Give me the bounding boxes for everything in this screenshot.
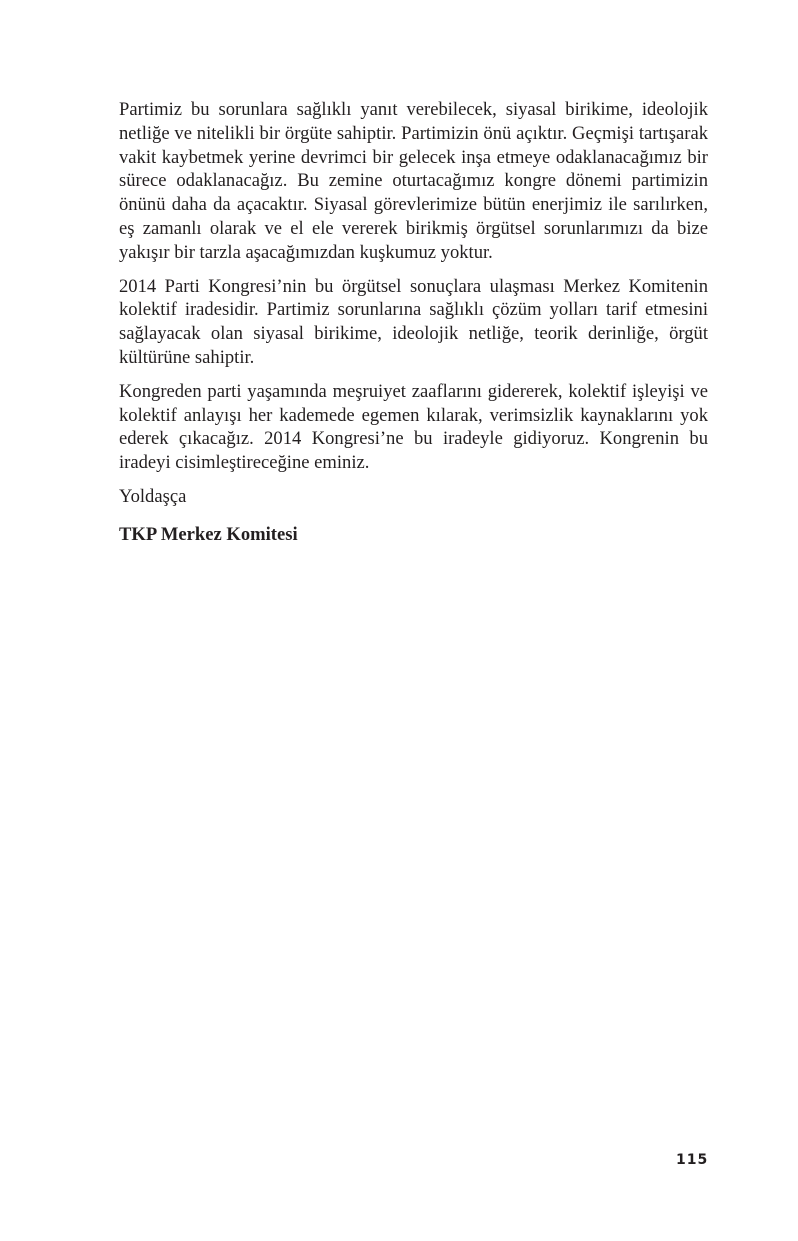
paragraph-3: Kongreden parti yaşamında meşruiyet zaaflarını gidererek, kolektif işleyişi ve kolektif anlayışı her kademede egemen kılarak, verimsizlik kaynaklarını yok ederek çıkacağız. 2014 Kongresi’ne bu iradeyle gidiyoruz. Kongrenin bu iradeyi cisimleştireceğine eminiz. [119,380,708,474]
page-number: 115 [676,1152,709,1168]
document-body [119,98,708,547]
paragraph-1: Partimiz bu sorunlara sağlıklı yanıt verebilecek, siyasal birikime, ideolojik netliğe ve nitelikli bir örgüte sahiptir. Partimizin önü açıktır. Geçmişi tartışarak vakit kaybetmek yerine devrimci bir gelecek inşa etmeye odaklanacağımız bir sürece odaklanacağız. Bu zemine oturtacağımız kongre dönemi partimizin önünü daha da açacaktır. Siyasal görevlerimize bütün enerjimiz ile sarılırken, eş zamanlı olarak ve el ele vererek birikmiş örgütsel sorunlarımızı da bize yakışır bir tarzla aşacağımızdan kuşkumuz yoktur. [119,99,708,263]
closing-salutation: Yoldaşça [119,485,187,507]
signature: TKP Merkez Komitesi [119,523,298,545]
paragraph-2: 2014 Parti Kongresi’nin bu örgütsel sonuçlara ulaşması Merkez Komitenin kolektif iradesidir. Partimiz sorunlarına sağlıklı çözüm yolları tarif etmesini sağlayacak olan siyasal birikime, ideolojik netliğe, teorik derinliğe, örgüt kültürüne sahiptir. [119,275,708,368]
